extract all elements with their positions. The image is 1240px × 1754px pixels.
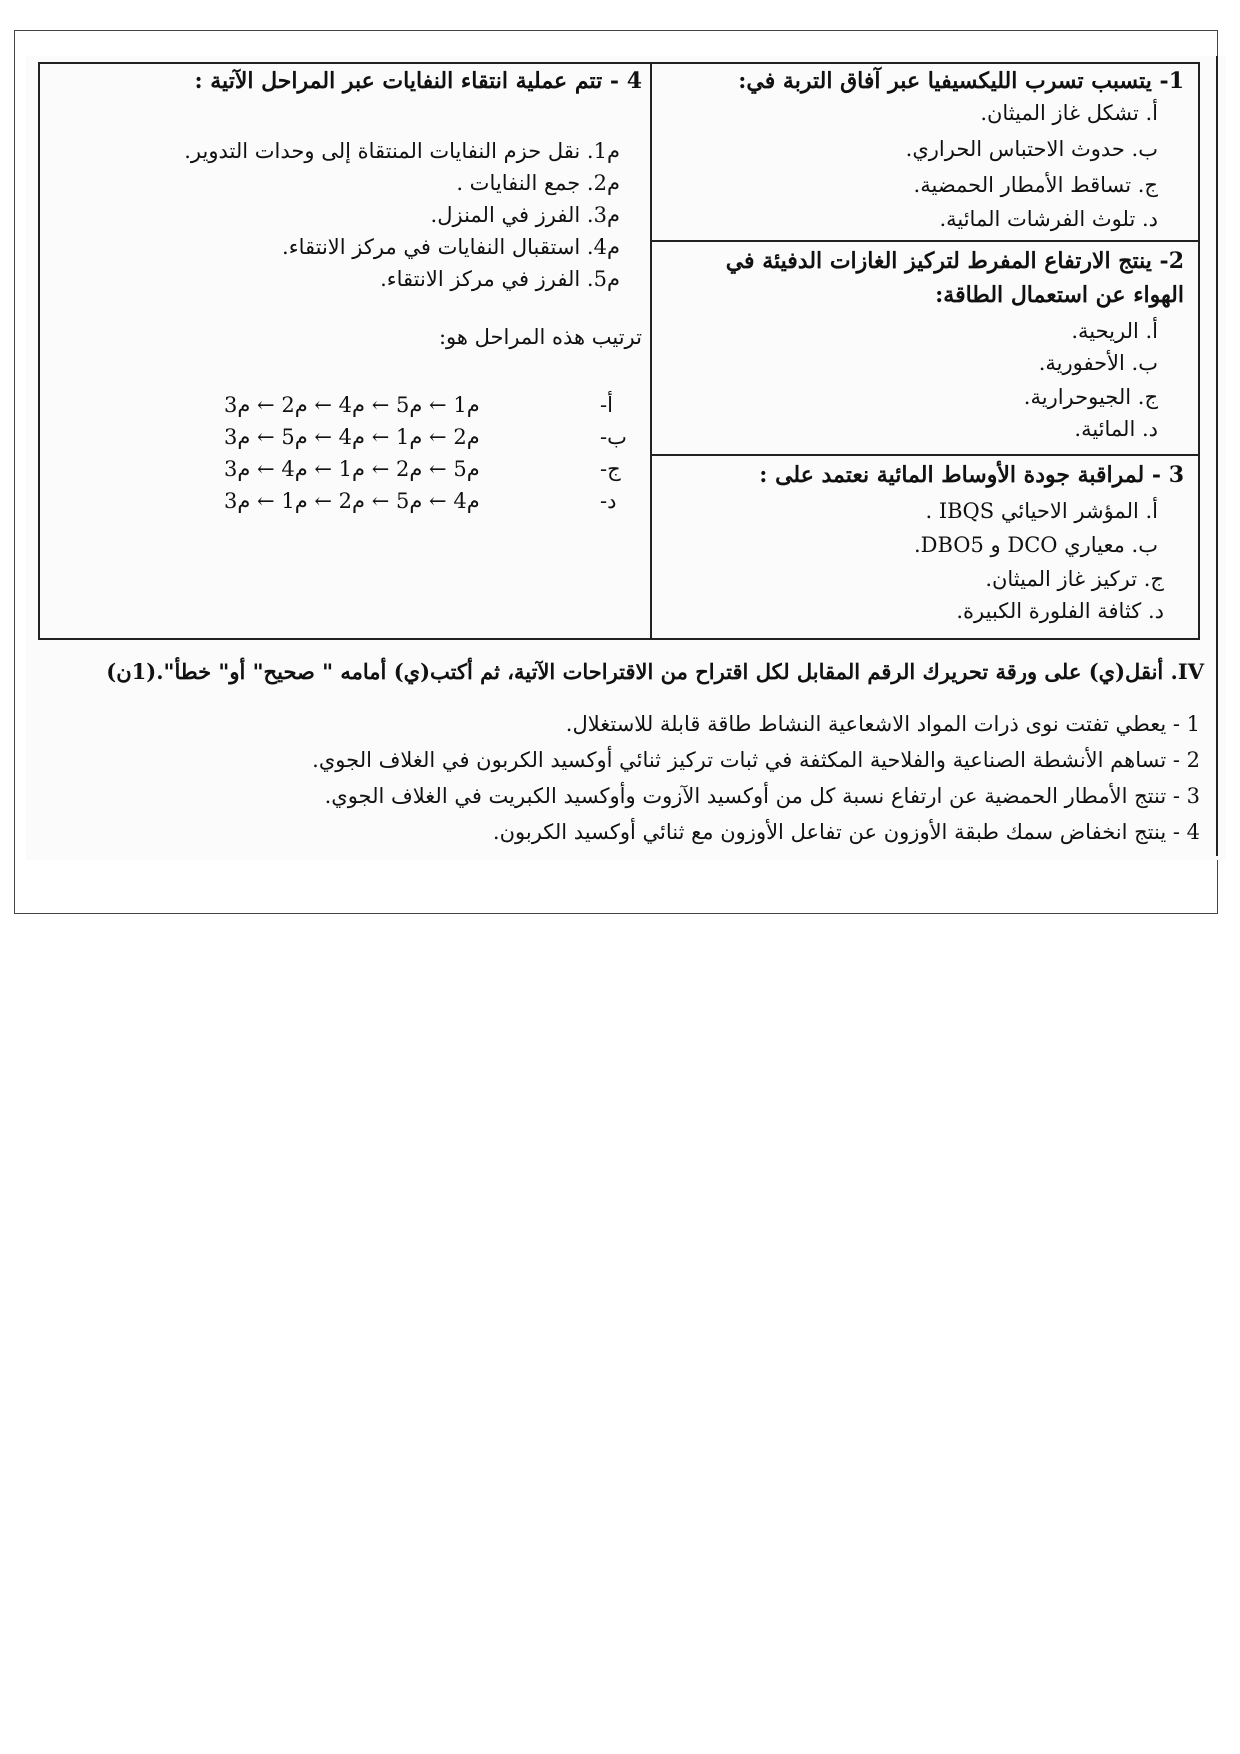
q3-option-d: د. كثافة الفلورة الكبيرة.	[956, 599, 1164, 623]
statement-4: 4 - ينتج انخفاض سمك طبقة الأوزون عن تفاعل الأوزون مع ثنائي أوكسيد الكربون.	[492, 820, 1200, 844]
question-2-title-line2: الهواء عن استعمال الطاقة:	[935, 282, 1184, 308]
q3-option-c: ج. تركيز غاز الميثان.	[985, 567, 1164, 591]
q3-option-a: أ. المؤشر الاحيائي IBQS .	[925, 499, 1158, 523]
step-5: م5. الفرز في مركز الانتقاء.	[380, 267, 620, 291]
q1-option-a: أ. تشكل غاز الميثان.	[980, 101, 1158, 125]
option-d-label: د-	[600, 489, 617, 513]
section-4-instruction: IV. أنقل(ي) على ورقة تحريرك الرقم المقابل لكل اقتراح من الاقتراحات الآتية، ثم أكتب(ي) أمامه " صحيح" أو" خطأ".(1ن)	[106, 659, 1204, 684]
option-b-sequence: م2 ← م1 ← م4 ← م5 ← م3	[224, 425, 480, 449]
q3-option-b: ب. معياري DCO و DBO5.	[913, 533, 1158, 557]
q1-option-c: ج. تساقط الأمطار الحمضية.	[913, 173, 1158, 197]
statement-1: 1 - يعطي تفتت نوى ذرات المواد الاشعاعية النشاط طاقة قابلة للاستغلال.	[565, 712, 1200, 736]
q1-option-d: د. تلوث الفرشات المائية.	[939, 207, 1158, 231]
question-3-title: 3 - لمراقبة جودة الأوساط المائية نعتمد على :	[759, 462, 1184, 488]
scan-edge-line	[1216, 56, 1218, 856]
question-1-title: 1- يتسبب تسرب الليكسيفيا عبر آفاق التربة في:	[738, 68, 1184, 94]
question-2-title-line1: 2- ينتج الارتفاع المفرط لتركيز الغازات الدفيئة في	[725, 248, 1184, 274]
option-c-label: ج-	[600, 457, 621, 481]
option-a-label: أ-	[600, 393, 613, 417]
option-c-sequence: م5 ← م2 ← م1 ← م4 ← م3	[224, 457, 480, 481]
q2-option-a: أ. الريحية.	[1071, 319, 1158, 343]
question-4-cell	[40, 64, 652, 638]
statement-3: 3 - تنتج الأمطار الحمضية عن ارتفاع نسبة كل من أوكسيد الآزوت وأوكسيد الكبريت في الغلاف الجوي.	[324, 784, 1200, 808]
q2-option-d: د. المائية.	[1074, 417, 1158, 441]
step-3: م3. الفرز في المنزل.	[430, 203, 620, 227]
qcm-table	[38, 62, 1200, 640]
step-2: م2. جمع النفايات .	[456, 171, 620, 195]
questions-1-3-column	[652, 64, 1198, 638]
statement-2: 2 - تساهم الأنشطة الصناعية والفلاحية المكثفة في ثبات تركيز ثنائي أوكسيد الكربون في الغلاف الجوي.	[312, 748, 1200, 772]
q1-option-b: ب. حدوث الاحتباس الحراري.	[905, 137, 1158, 161]
order-prompt: ترتيب هذه المراحل هو:	[438, 325, 642, 349]
question-3-cell	[652, 456, 1198, 638]
step-1: م1. نقل حزم النفايات المنتقاة إلى وحدات التدوير.	[184, 139, 620, 163]
question-1-cell	[652, 64, 1198, 242]
q2-option-c: ج. الجيوحرارية.	[1023, 385, 1158, 409]
question-2-cell	[652, 242, 1198, 456]
option-b-label: ب-	[600, 425, 627, 449]
option-a-sequence: م1 ← م5 ← م4 ← م2 ← م3	[224, 393, 480, 417]
q2-option-b: ب. الأحفورية.	[1038, 351, 1158, 375]
question-4-title: 4 - تتم عملية انتقاء النفايات عبر المراحل الآتية :	[194, 68, 642, 94]
step-4: م4. استقبال النفايات في مركز الانتقاء.	[282, 235, 620, 259]
option-d-sequence: م4 ← م5 ← م2 ← م1 ← م3	[224, 489, 480, 513]
